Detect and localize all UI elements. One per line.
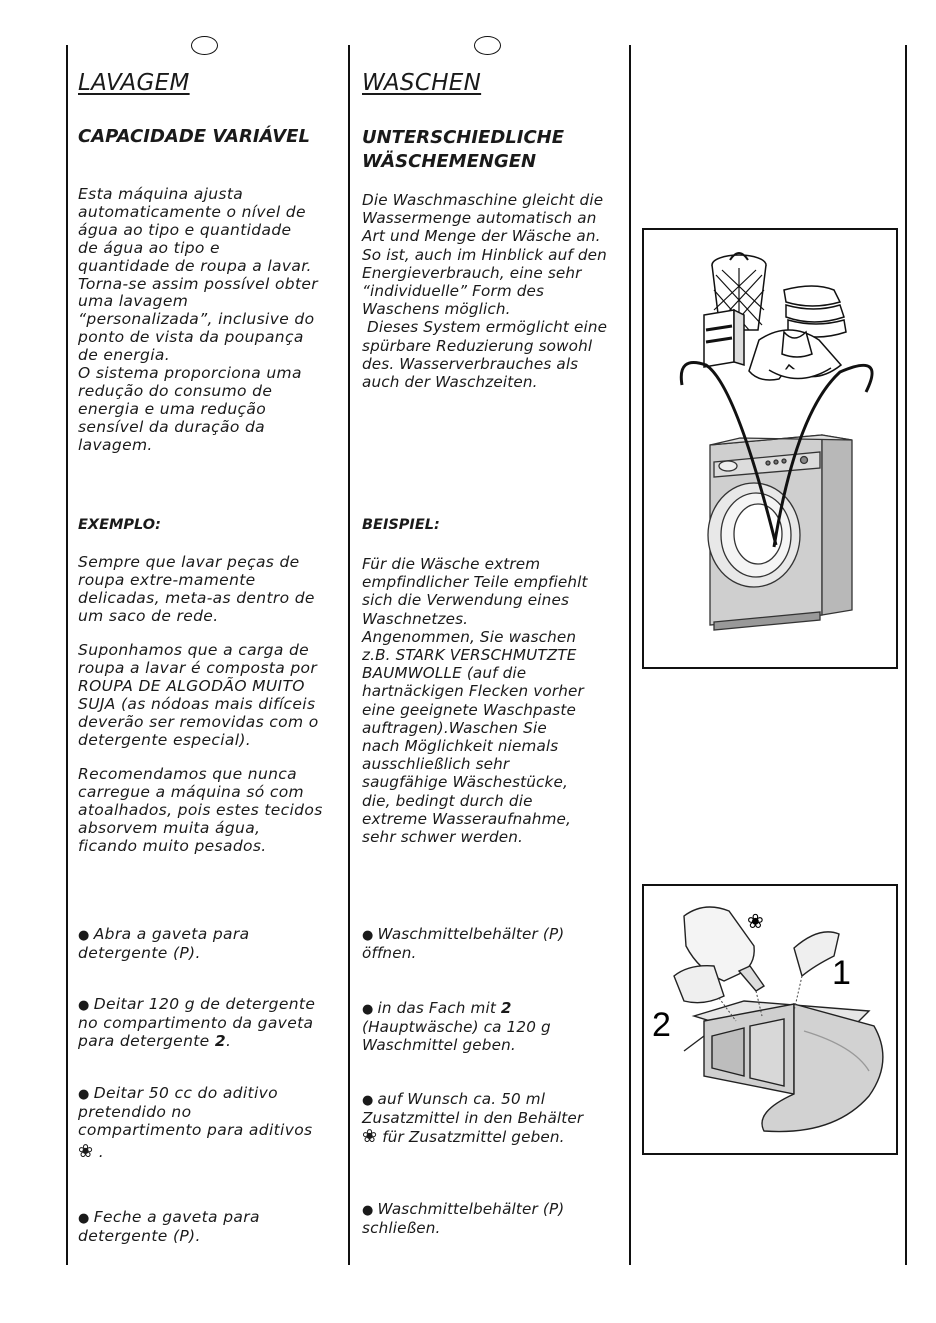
laundry-machine-illustration — [644, 230, 896, 667]
column-rule-right — [629, 45, 631, 1265]
step-add-detergent-pt: ● Deitar 120 g de detergente no compartimento da gaveta para detergente 2. — [78, 996, 315, 1051]
step-add-detergent-de: ● in das Fach mit 2 (Hauptwäsche) ca 120 g Waschmittel geben. — [362, 1000, 551, 1055]
flower-icon: ❀ — [362, 1125, 378, 1147]
column-rule-left — [66, 45, 68, 1265]
towels-icon — [784, 286, 846, 337]
subtitle-de: UNTERSCHIEDLICHE WÄSCHEMENGEN — [362, 127, 565, 172]
figure-detergent-drawer — [642, 884, 898, 1155]
flower-icon: ❀ — [78, 1140, 94, 1162]
step-open-drawer-de: ● Waschmittelbehälter (P) öffnen. — [362, 926, 564, 963]
bullet-icon: ● auf Wunsch ca. 50 ml — [362, 1091, 583, 1110]
bullet-icon: ● Waschmittelbehälter (P) — [362, 1201, 564, 1220]
example-p3-pt: Recomendamos que nunca carregue a máquina só com atoalhados, pois estes tecidos absorvem muita água, ficando muito pesados. — [78, 765, 323, 855]
figure-laundry-machine — [642, 228, 898, 669]
step-close-drawer-pt: ● Feche a gaveta para detergente (P). — [78, 1209, 260, 1246]
intro-pt: Esta máquina ajusta automaticamente o nível de água ao tipo e quantidade de água ao tipo e quantidade de roupa a lavar. Torna-se assim possível obter uma lavagem “personalizada”, inclusive do ponto de vista da poupança de energia. O sistema proporciona uma redução do consumo de energia e uma redução sensível da duração da lavagem. — [78, 185, 319, 454]
compartment-number: 2 — [500, 999, 512, 1017]
intro-de: Die Waschmaschine gleicht die Wassermenge automatisch an Art und Menge der Wäsche an. So ist, auch im Hinblick auf den Energieverbrauch, eine sehr “individuelle” Form des Waschens möglich. Dieses System ermöglicht eine spürbare Reduzierung sowohl des. Wasserverbrauches als auch der Waschzeiten. — [362, 191, 608, 392]
example-label-de: BEISPIEL: — [362, 517, 440, 533]
bullet-icon: ● Feche a gaveta para — [78, 1209, 260, 1228]
example-p2-pt: Suponhamos que a carga de roupa a lavar é composta por ROUPA DE ALGODÃO MUITO SUJA (as nódoas mais difíceis deverão ser removidas com o detergente especial). — [78, 641, 319, 749]
figure-label-1: 1 — [832, 954, 851, 992]
example-de: Für die Wäsche extrem empfindlicher Teile empfiehlt sich die Verwendung eines Waschnetzes. Angenommen, Sie waschen z.B. STARK VERSCHMUTZTE BAUMWOLLE (auf die hartnäckigen Flecken vorher eine geeignete Waschpaste auftragen).Waschen Sie nach Möglichkeit niemals ausschließlich sehr saugfähige Wäschestücke, die, bedingt durch die extreme Wasseraufnahme, sehr schwer werden. — [362, 555, 588, 847]
column-rule-edge — [905, 45, 907, 1265]
step-add-additive-pt: ● Deitar 50 cc do aditivo pretendido no compartimento para aditivos ❀ . — [78, 1085, 313, 1162]
detergent-box-icon — [704, 310, 744, 367]
bullet-icon: ● in das Fach mit 2 — [362, 1000, 551, 1019]
drawer-icon — [684, 1001, 883, 1132]
step-open-drawer-pt: ● Abra a gaveta para detergente (P). — [78, 926, 249, 963]
clothes-pile-icon — [749, 330, 841, 380]
detergent-drawer-illustration — [644, 886, 896, 1153]
column-rule-mid — [348, 45, 350, 1265]
bullet-icon: ● Deitar 120 g de detergente — [78, 996, 315, 1015]
page-title-de: WASCHEN — [362, 70, 482, 96]
example-p1-pt: Sempre que lavar peças de roupa extre-mamente delicadas, meta-as dentro de um saco de rede. — [78, 553, 315, 625]
step-add-additive-de: ● auf Wunsch ca. 50 ml Zusatzmittel in den Behälter ❀ für Zusatzmittel geben. — [362, 1091, 583, 1147]
bullet-icon: ● Deitar 50 cc do aditivo — [78, 1085, 313, 1104]
flower-icon: ❀ — [747, 909, 764, 933]
language-flag-pt — [191, 36, 218, 55]
page-title-pt: LAVAGEM — [78, 70, 190, 96]
step-close-drawer-de: ● Waschmittelbehälter (P) schließen. — [362, 1201, 564, 1238]
compartment-number: 2 — [214, 1031, 226, 1050]
language-flag-de — [474, 36, 501, 55]
washing-machine-icon — [708, 435, 852, 630]
example-label-pt: EXEMPLO: — [78, 517, 161, 533]
bullet-icon: ● Waschmittelbehälter (P) — [362, 926, 564, 945]
figure-label-2: 2 — [652, 1006, 671, 1044]
subtitle-pt: CAPACIDADE VARIÁVEL — [78, 126, 310, 147]
bullet-icon: ● Abra a gaveta para — [78, 926, 249, 945]
